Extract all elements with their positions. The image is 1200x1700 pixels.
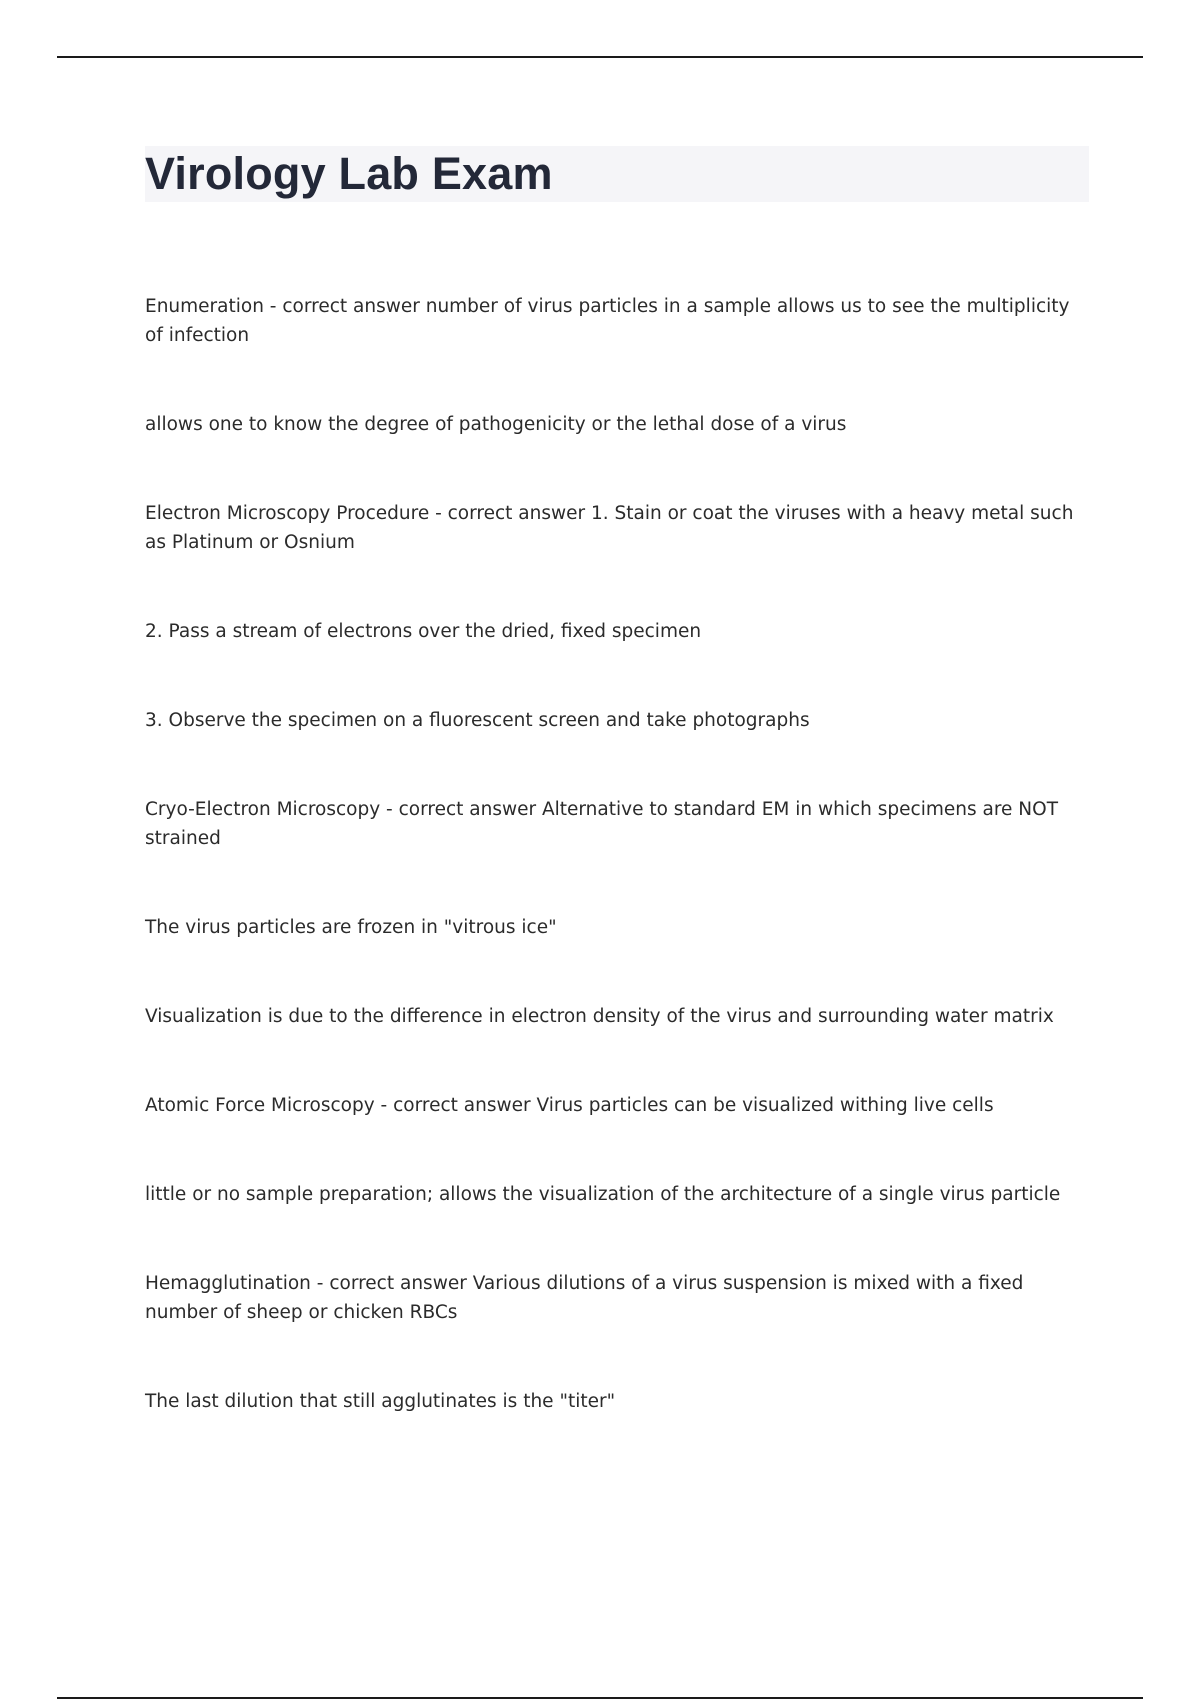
paragraph: Hemagglutination - correct answer Various dilutions of a virus suspension is mixed with a fixed number of sheep or chicken RBCs [145, 1273, 1024, 1323]
paragraph: Enumeration - correct answer number of virus particles in a sample allows us to see the multiplicity of infection [145, 296, 1070, 346]
paragraph: Electron Microscopy Procedure - correct answer 1. Stain or coat the viruses with a heavy metal such as Platinum or Osnium [145, 503, 1074, 553]
paragraph: Cryo-Electron Microscopy - correct answer Alternative to standard EM in which specimens are NOT strained [145, 799, 1059, 849]
bottom-divider [57, 1697, 1143, 1699]
paragraph: allows one to know the degree of pathogenicity or the lethal dose of a virus [145, 414, 847, 435]
paragraph: Visualization is due to the difference in electron density of the virus and surrounding water matrix [145, 1006, 1054, 1027]
paragraph: The virus particles are frozen in "vitrous ice" [145, 917, 557, 938]
page-title: Virology Lab Exam [145, 148, 553, 199]
paragraph: 3. Observe the specimen on a fluorescent screen and take photographs [145, 710, 810, 731]
paragraph: The last dilution that still agglutinates is the "titer" [145, 1391, 616, 1412]
paragraph: Atomic Force Microscopy - correct answer Virus particles can be visualized withing live cells [145, 1095, 994, 1116]
document-body [145, 292, 1080, 1476]
paragraph: little or no sample preparation; allows the visualization of the architecture of a single virus particle [145, 1184, 1061, 1205]
paragraph: 2. Pass a stream of electrons over the dried, fixed specimen [145, 621, 702, 642]
top-divider [57, 56, 1143, 58]
